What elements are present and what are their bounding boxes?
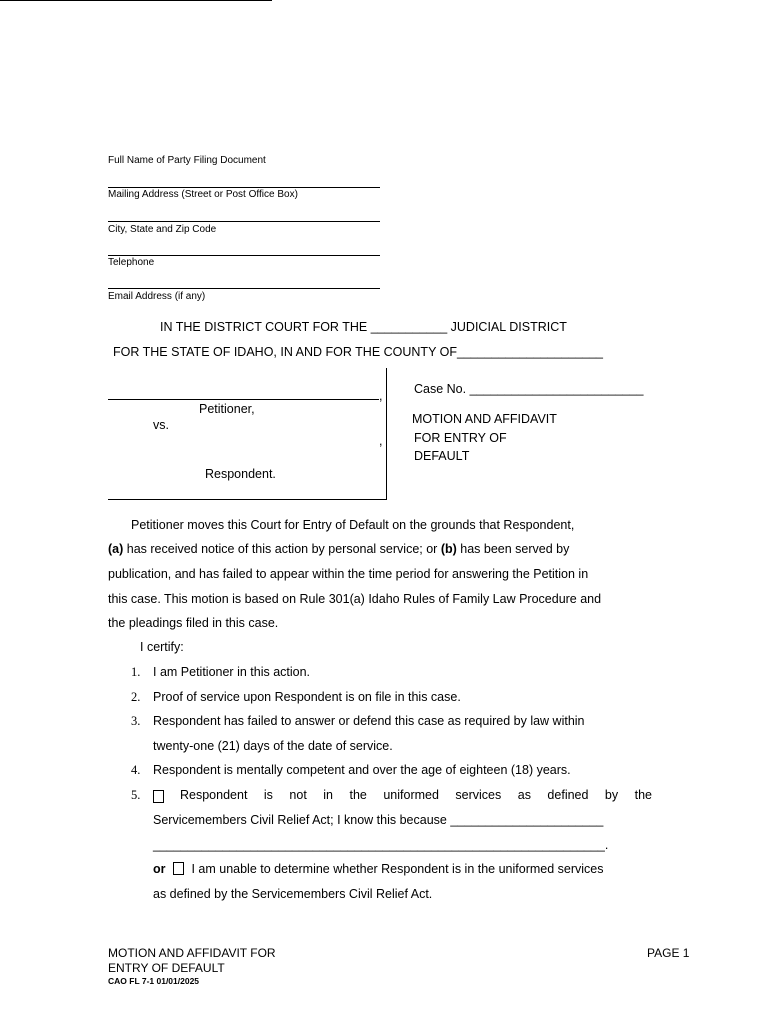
party-city-label: City, State and Zip Code <box>108 224 217 235</box>
party-line <box>108 288 380 289</box>
motion-line5: the pleadings filed in this case. <box>108 616 279 630</box>
unable-to-determine-text: I am unable to determine whether Respondent is in the uniformed services <box>191 862 604 876</box>
top-rule <box>0 0 272 1</box>
option-b-label: (b) <box>440 542 457 556</box>
document-title-line1: MOTION AND AFFIDAVIT <box>412 412 557 426</box>
certify-item-5-cont: Servicemembers Civil Relief Act; I know this because ______________________ <box>153 813 604 827</box>
caption-comma: , <box>379 389 383 403</box>
certify-item-1: I am Petitioner in this action. <box>153 665 311 679</box>
footer-title-line1: MOTION AND AFFIDAVIT FOR <box>108 946 276 960</box>
motion-line1: Petitioner moves this Court for Entry of Default on the grounds that Respondent, <box>131 518 575 532</box>
court-heading-line2 <box>113 345 603 360</box>
option-a-label: (a) <box>108 542 124 556</box>
party-telephone-label: Telephone <box>108 257 155 268</box>
case-number-field <box>414 382 643 397</box>
court-heading-line1 <box>160 320 567 335</box>
party-email-label: Email Address (if any) <box>108 291 206 302</box>
caption-divider <box>386 368 387 500</box>
party-line <box>108 255 380 256</box>
not-in-service-checkbox[interactable] <box>153 788 164 806</box>
document-title-line2: FOR ENTRY OF <box>414 431 507 445</box>
item-number: 2. <box>131 690 141 704</box>
or-label: or <box>153 862 166 876</box>
court-line1-suffix: JUDICIAL DISTRICT <box>450 320 567 334</box>
item-number: 4. <box>131 763 141 777</box>
explanation-blank-line: _________________________________________________________________. <box>153 838 609 852</box>
vs-label: vs. <box>153 418 169 432</box>
motion-line3: publication, and has failed to appear within the time period for answering the Petition in <box>108 567 589 581</box>
document-title-line3: DEFAULT <box>414 449 470 463</box>
court-line2-text: FOR THE STATE OF IDAHO, IN AND FOR THE COUNTY OF <box>113 345 458 359</box>
unable-to-determine-checkbox[interactable] <box>173 862 184 875</box>
motion-line4: this case. This motion is based on Rule 301(a) Idaho Rules of Family Law Procedure and <box>108 592 602 606</box>
certify-item-2: Proof of service upon Respondent is on file in this case. <box>153 690 461 704</box>
party-mailing-address-label: Mailing Address (Street or Post Office Box) <box>108 189 298 200</box>
case-number-label: Case No. <box>414 382 467 396</box>
petitioner-label: Petitioner, <box>199 402 255 416</box>
certify-heading: I certify: <box>140 640 184 654</box>
party-line <box>108 221 380 222</box>
certify-item-3: Respondent has failed to answer or defend this case as required by law within <box>153 714 585 728</box>
footer-title-line2: ENTRY OF DEFAULT <box>108 961 225 975</box>
item-number: 3. <box>131 714 141 728</box>
caption-comma: , <box>379 434 383 448</box>
judicial-district-blank: ___________ <box>370 320 448 334</box>
item-number: 1. <box>131 665 141 679</box>
item-number: 5. <box>131 788 141 802</box>
court-line1-text: IN THE DISTRICT COURT FOR THE <box>160 320 368 334</box>
caption-bottom-rule <box>108 499 387 500</box>
alternative-option <box>153 862 604 877</box>
motion-line2-end: has been served by <box>456 542 570 556</box>
motion-line2 <box>108 542 569 557</box>
party-line <box>108 187 380 188</box>
certify-item-4: Respondent is mentally competent and over the age of eighteen (18) years. <box>153 763 571 777</box>
page-number: PAGE 1 <box>647 946 690 960</box>
certify-item-5: Respondent is not in the uniformed services as defined by the <box>180 788 652 802</box>
party-full-name-label: Full Name of Party Filing Document <box>108 155 266 166</box>
motion-line2-text: has received notice of this action by personal service; or <box>123 542 441 556</box>
certify-item-3-cont: twenty-one (21) days of the date of service. <box>153 739 393 753</box>
case-number-blank: _________________________ <box>469 382 644 396</box>
respondent-label: Respondent. <box>205 467 276 481</box>
county-blank: _____________________ <box>457 345 604 359</box>
form-code: CAO FL 7-1 01/01/2025 <box>108 976 200 986</box>
alternative-option-cont: as defined by the Servicemembers Civil Relief Act. <box>153 887 433 901</box>
petitioner-name-line <box>108 399 379 400</box>
checkbox-icon[interactable] <box>153 790 164 803</box>
